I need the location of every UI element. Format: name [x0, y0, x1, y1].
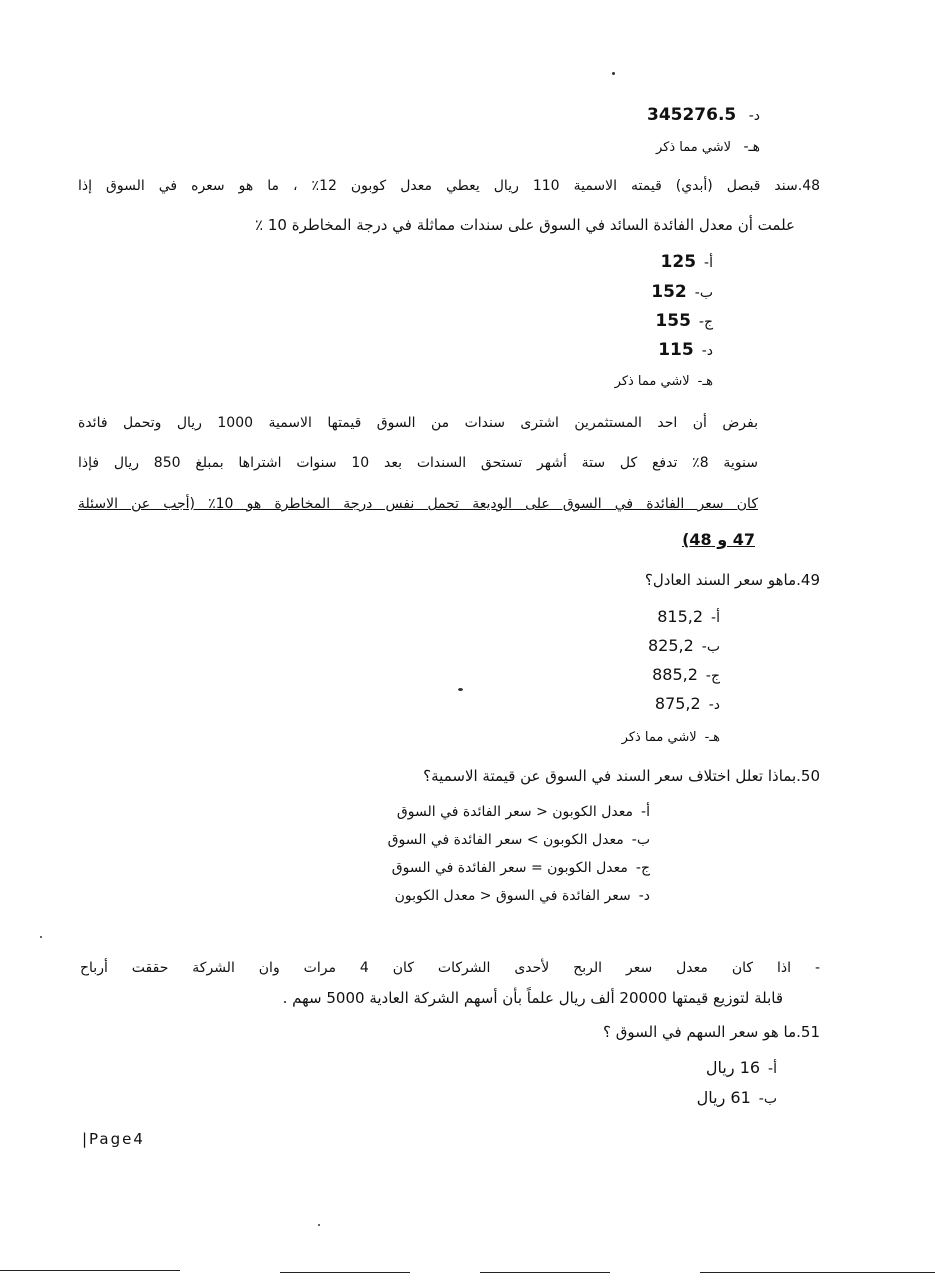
option-value: معدل الكوبون = سعر الفائدة في السوق — [391, 860, 628, 876]
scan-speck — [318, 1224, 320, 1226]
bottom-scan-line — [480, 1272, 610, 1273]
option-label: د- — [708, 697, 720, 713]
option-label: ج- — [698, 314, 713, 330]
q48-option-b — [651, 282, 713, 303]
option-value: 125 — [660, 252, 697, 272]
option-value: لاشي مما ذكر — [614, 374, 690, 389]
option-value: 345276.5 — [646, 105, 737, 125]
option-label: هـ- — [697, 374, 713, 389]
q50-option-b — [388, 830, 650, 850]
option-label: ج- — [635, 860, 650, 876]
option-label: هـ- — [743, 139, 760, 155]
q50-question: 50.بماذا تعلل اختلاف سعر السند في السوق عن قيمتة الاسمية؟ — [423, 767, 820, 785]
passage-line3: كان سعر الفائدة في السوق على الوديعة تحمل نفس درجة المخاطرة هو 10٪ (أجب عن الاسئلة — [78, 496, 758, 512]
passage2-line2: قابلة لتوزيع قيمتها 20000 ألف ريال علماً بأن أسهم الشركة العادية 5000 سهم . — [282, 989, 783, 1007]
option-label: أ- — [641, 804, 650, 820]
option-label: د- — [638, 888, 650, 904]
passage2-line1: - اذا كان معدل سعر الربح لأحدى الشركات كان 4 مرات وان الشركة حققت أرباح — [80, 960, 820, 976]
option-label: هـ- — [704, 730, 720, 745]
option-label: ج- — [705, 668, 720, 684]
question-number: 48. — [797, 178, 821, 194]
q51-option-b — [697, 1088, 777, 1109]
q51-option-a — [706, 1058, 777, 1079]
top-option-d — [647, 105, 760, 126]
bottom-scan-line — [700, 1272, 935, 1273]
option-value: 815,2 — [657, 607, 704, 626]
option-label: ب- — [758, 1091, 777, 1107]
option-value: معدل الكوبون > سعر الفائدة في السوق — [387, 832, 624, 848]
q50-option-d — [395, 886, 650, 906]
q48-option-d — [658, 340, 713, 361]
option-value: 825,2 — [647, 636, 694, 655]
passage-line1: بفرض أن احد المستثمرين اشترى سندات من السوق قيمتها الاسمية 1000 ريال وتحمل فائدة — [78, 415, 758, 431]
q48-option-e — [615, 372, 713, 392]
q50-option-c — [392, 858, 650, 878]
option-value: 875,2 — [654, 694, 701, 713]
option-value: معدل الكوبون < سعر الفائدة في السوق — [396, 804, 634, 820]
option-label: ب- — [631, 832, 650, 848]
option-value: 115 — [658, 340, 694, 360]
option-value: لاشي مما ذكر — [656, 140, 731, 155]
q49-question: 49.ماهو سعر السند العادل؟ — [644, 571, 820, 589]
option-value: 155 — [655, 311, 691, 331]
option-label: أ- — [704, 255, 713, 271]
option-label: د- — [701, 343, 713, 359]
q49-option-c — [652, 665, 720, 686]
scan-speck — [612, 72, 615, 75]
scan-speck — [458, 688, 463, 691]
option-label: أ- — [711, 610, 720, 626]
option-value: 16 ريال — [705, 1058, 761, 1077]
question-text: سند قبصل (أبدي) قيمته الاسمية 110 ريال يعطي معدل كوبون 12٪ ، ما هو سعره في السوق إذا — [78, 178, 798, 194]
q49-option-b — [648, 636, 720, 657]
option-value: سعر الفائدة في السوق < معدل الكوبون — [394, 888, 631, 904]
option-value: لاشي مما ذكر — [621, 730, 697, 745]
q50-option-a — [397, 802, 650, 822]
passage-line4: 47 و 48) — [682, 530, 755, 549]
bottom-scan-line — [0, 1270, 180, 1271]
bottom-scan-line — [280, 1272, 410, 1273]
q48-option-a — [661, 252, 713, 273]
top-option-e — [656, 137, 760, 158]
q49-option-a — [657, 607, 720, 628]
option-label: ب- — [701, 639, 720, 655]
option-value: 152 — [651, 282, 687, 302]
q48-option-c — [655, 311, 713, 332]
q48-line1 — [78, 176, 820, 196]
page-number: |Page4 — [82, 1130, 145, 1148]
option-label: ب- — [694, 285, 713, 301]
option-label: أ- — [768, 1061, 777, 1077]
q49-option-e — [622, 728, 720, 748]
q48-line2: علمت أن معدل الفائدة السائد في السوق على سندات مماثلة في درجة المخاطرة 10 ٪ — [255, 216, 795, 234]
passage-line2: سنوية 8٪ تدفع كل ستة أشهر تستحق السندات بعد 10 سنوات اشتراها بمبلغ 850 ريال فإذا — [78, 455, 759, 471]
scan-speck — [40, 936, 42, 938]
option-value: 885,2 — [652, 665, 698, 684]
q49-option-d — [655, 694, 720, 715]
option-label: د- — [748, 108, 760, 124]
q51-question: 51.ما هو سعر السهم في السوق ؟ — [603, 1023, 820, 1041]
option-value: 61 ريال — [696, 1088, 751, 1107]
